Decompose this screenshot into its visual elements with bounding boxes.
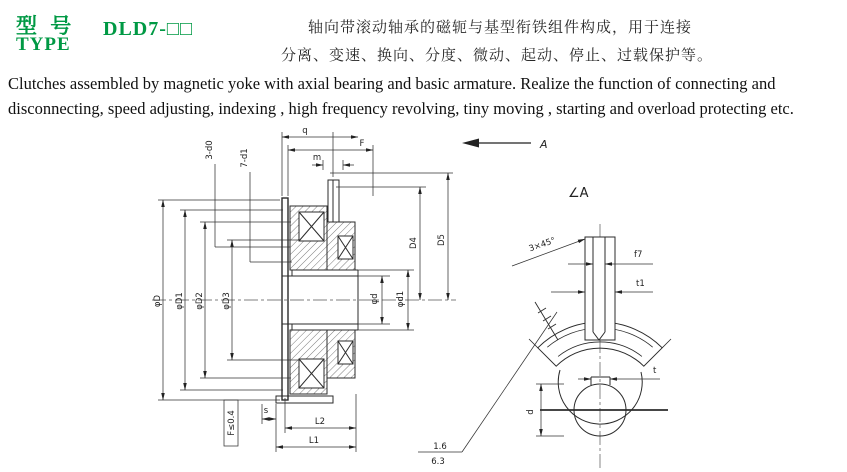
key-t1-label: t1 xyxy=(636,279,645,289)
dim-s: s xyxy=(263,406,269,416)
description-cn-line1: 轴向带滚动轴承的磁轭与基型衔铁组件构成，用于连接 xyxy=(308,18,693,36)
dim-D4: D4 xyxy=(409,237,419,249)
dim-holes-b: 7-d1 xyxy=(240,148,250,168)
description-en-line2: disconnecting, speed adjusting, indexing , high frequency revolving, tiny moving , starting and overload protecting etc. xyxy=(8,99,794,118)
end-view xyxy=(529,224,671,468)
dim-L1: L1 xyxy=(308,436,320,446)
dim-D1: φD1 xyxy=(175,292,185,310)
section-dimensions xyxy=(158,132,453,452)
model-label-cn: 型 号 xyxy=(16,14,76,38)
model-code: DLD7-□□ xyxy=(103,18,194,40)
dim-D5: D5 xyxy=(437,234,447,246)
model-label-en: TYPE xyxy=(16,34,71,55)
dim-q: q xyxy=(302,126,308,136)
dim-D: φD xyxy=(153,294,163,308)
dim-D2: φD2 xyxy=(195,292,205,310)
armature-plate xyxy=(282,198,288,400)
key-t-label: t xyxy=(653,366,657,376)
dim-m: m xyxy=(312,153,322,163)
dimension-labels xyxy=(153,126,657,467)
description-cn-line2: 分离、变速、换向、分度、微动、起动、停止、过载保护等。 xyxy=(281,46,714,64)
dim-d: φd xyxy=(370,293,380,305)
runout-note: F≤0.4 xyxy=(227,410,237,436)
angle-label: ∠A xyxy=(568,186,589,201)
description-en-line1: Clutches assembled by magnetic yoke with axial bearing and basic armature. Realize the function of connecting and xyxy=(8,74,776,93)
chamfer-ticks xyxy=(535,302,558,340)
view-direction-arrow xyxy=(462,139,531,148)
dim-L2: L2 xyxy=(314,417,326,427)
dim-holes-a: 3-d0 xyxy=(205,140,215,160)
slotted-boss xyxy=(585,237,615,340)
bore-d-label: d xyxy=(526,409,536,415)
section-view xyxy=(152,180,456,403)
finish-bottom-label: 6.3 xyxy=(431,457,445,467)
finish-top-label: 1.6 xyxy=(433,442,447,452)
dim-d1: φd1 xyxy=(396,290,406,308)
dim-F: F xyxy=(359,139,365,149)
key-f7-label: f7 xyxy=(634,250,643,260)
dim-D3: φD3 xyxy=(222,292,232,310)
view-arrow-label: A xyxy=(540,138,548,151)
chamfer-label: 3×45° xyxy=(527,235,558,255)
